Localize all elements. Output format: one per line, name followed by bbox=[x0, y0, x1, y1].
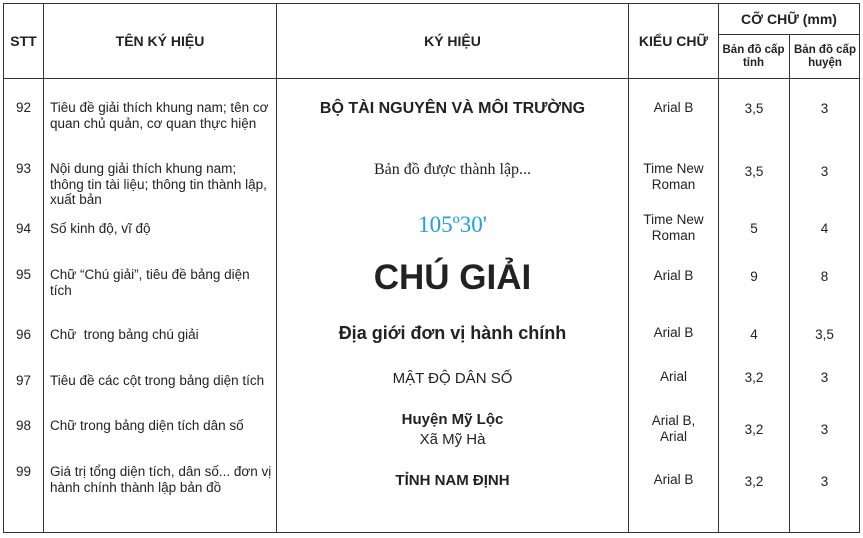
row-stt: 95 bbox=[15, 267, 32, 282]
row-symbol: CHÚ GIẢI bbox=[373, 258, 532, 297]
row-name: Chữ trong bảng chú giải bbox=[50, 327, 199, 342]
row-symbol-secondary: Xã Mỹ Hà bbox=[419, 431, 486, 448]
row-stt: 92 bbox=[15, 100, 32, 115]
row-symbol: 105º30' bbox=[418, 212, 487, 237]
row-name: Tiêu đề các cột trong bảng diện tích bbox=[50, 373, 265, 388]
row-size-huyen: 3,5 bbox=[815, 327, 834, 342]
row-symbol: TỈNH NAM ĐỊNH bbox=[395, 472, 510, 489]
row-size-huyen: 3 bbox=[820, 164, 829, 179]
header-ban-do-cap-huyen: Bản đồ cấp huyện bbox=[794, 44, 856, 69]
header-kieu-chu: KIỂU CHỮ bbox=[638, 33, 709, 49]
row-size-tinh: 3,2 bbox=[744, 422, 764, 437]
row-size-tinh: 9 bbox=[750, 269, 758, 284]
row-symbol: MẬT ĐỘ DÂN SỐ bbox=[392, 370, 513, 387]
row-name: Nội dung giải thích khung nam; thông tin tài liệu; thông tin thành lập, xuất bản bbox=[50, 161, 267, 207]
row-size-huyen: 4 bbox=[820, 221, 829, 236]
row-name: Chữ “Chú giải”, tiêu đề bảng diện tích bbox=[50, 267, 250, 298]
row-name: Tiêu đề giải thích khung nam; tên cơ quan chủ quản, cơ quan thực hiện bbox=[50, 100, 269, 131]
symbol-table bbox=[3, 3, 860, 533]
row-stt: 98 bbox=[15, 418, 32, 433]
row-font: Arial B bbox=[653, 100, 694, 115]
row-font: Arial B bbox=[653, 325, 694, 340]
row-stt: 93 bbox=[15, 161, 32, 176]
row-name: Giá trị tổng diện tích, dân số... đơn vị hành chính thành lập bản đồ bbox=[50, 464, 272, 495]
row-name: Số kinh độ, vĩ độ bbox=[50, 221, 151, 236]
column-divider bbox=[43, 4, 44, 532]
row-font: Arial B, Arial bbox=[651, 413, 696, 444]
header-ten-ky-hieu: TÊN KÝ HIỆU bbox=[115, 33, 205, 49]
header-ban-do-cap-tinh: Bản đồ cấp tỉnh bbox=[722, 44, 785, 69]
column-divider bbox=[718, 4, 719, 532]
row-size-tinh: 3,5 bbox=[744, 164, 764, 179]
row-size-huyen: 3 bbox=[820, 370, 829, 385]
row-font: Arial bbox=[659, 369, 687, 384]
header-stt: STT bbox=[10, 33, 37, 49]
row-stt: 96 bbox=[15, 327, 32, 342]
header-ky-hieu: KÝ HIỆU bbox=[424, 33, 481, 49]
row-size-tinh: 4 bbox=[750, 327, 758, 342]
row-name: Chữ trong bảng diện tích dân số bbox=[50, 418, 244, 433]
row-stt: 94 bbox=[15, 221, 32, 236]
row-size-tinh: 3,2 bbox=[744, 370, 764, 385]
row-stt: 97 bbox=[15, 373, 32, 388]
row-size-huyen: 3 bbox=[820, 474, 829, 489]
header-bottom-rule bbox=[4, 78, 859, 79]
row-size-tinh: 5 bbox=[750, 221, 758, 236]
row-size-huyen: 3 bbox=[820, 422, 829, 437]
header-co-chu: CỠ CHỮ (mm) bbox=[741, 11, 837, 27]
row-symbol: BỘ TÀI NGUYÊN VÀ MÔI TRƯỜNG bbox=[319, 100, 586, 117]
row-symbol: Bản đồ được thành lập... bbox=[373, 161, 532, 178]
row-size-huyen: 3 bbox=[820, 101, 829, 116]
row-font: Time New Roman bbox=[643, 161, 704, 192]
header-subdivider bbox=[718, 34, 859, 35]
row-font: Time New Roman bbox=[643, 212, 704, 243]
row-stt: 99 bbox=[15, 464, 32, 479]
row-font: Arial B bbox=[653, 268, 694, 283]
row-font: Arial B bbox=[653, 472, 694, 487]
row-size-tinh: 3,5 bbox=[744, 101, 764, 116]
row-symbol: Địa giới đơn vị hành chính bbox=[338, 323, 567, 343]
row-size-tinh: 3,2 bbox=[744, 474, 764, 489]
row-size-huyen: 8 bbox=[820, 269, 829, 284]
row-symbol: Huyện Mỹ Lộc bbox=[401, 411, 504, 428]
